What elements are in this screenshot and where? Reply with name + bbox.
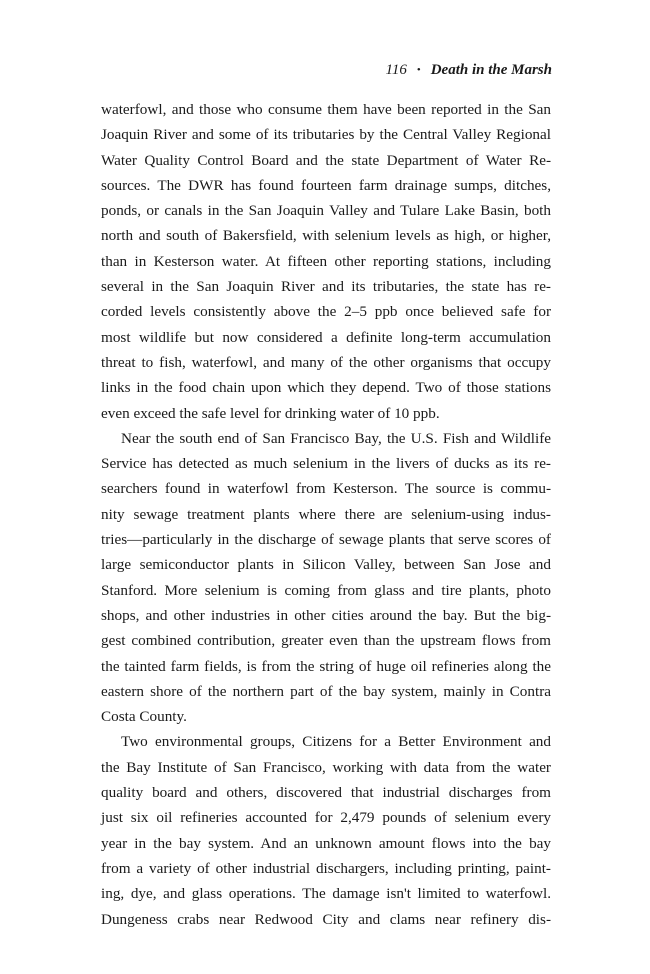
text-line: Two environmental groups, Citizens for a Better Environment and bbox=[121, 733, 551, 751]
text-line: Water Quality Control Board and the state Department of Water Re- bbox=[101, 151, 551, 169]
text-line: Near the south end of San Francisco Bay, the U.S. Fish and Wildlife bbox=[121, 429, 551, 447]
text-line: tries—particularly in the discharge of sewage plants that serve scores of bbox=[101, 531, 551, 549]
text-line: most wildlife but now considered a definite long-term accumulation bbox=[101, 328, 551, 346]
text-line: ing, dye, and glass operations. The damage isn't limited to waterfowl. bbox=[101, 885, 551, 903]
running-head bbox=[385, 62, 552, 79]
text-line: Costa County. bbox=[101, 708, 187, 726]
text-line: just six oil refineries accounted for 2,479 pounds of selenium every bbox=[101, 809, 551, 827]
text-line: Service has detected as much selenium in the livers of ducks as its re- bbox=[101, 455, 551, 473]
page-number: 116 bbox=[385, 62, 407, 78]
text-line: several in the San Joaquin River and its tributaries, the state has re- bbox=[101, 278, 551, 296]
text-line: from a variety of other industrial dischargers, including printing, paint- bbox=[101, 859, 551, 877]
text-line: large semiconductor plants in Silicon Valley, between San Jose and bbox=[101, 556, 551, 574]
text-line: eastern shore of the northern part of the bay system, mainly in Contra bbox=[101, 682, 551, 700]
text-line: ponds, or canals in the San Joaquin Valley and Tulare Lake Basin, both bbox=[101, 202, 551, 220]
text-line: Stanford. More selenium is coming from glass and tire plants, photo bbox=[101, 581, 551, 599]
text-line: the tainted farm fields, is from the string of huge oil refineries along the bbox=[101, 657, 551, 675]
text-line: corded levels consistently above the 2–5 ppb once believed safe for bbox=[101, 303, 551, 321]
text-line: north and south of Bakersfield, with selenium levels as high, or higher, bbox=[101, 227, 551, 245]
text-line: threat to fish, waterfowl, and many of the other organisms that occupy bbox=[101, 353, 551, 371]
bullet-separator-icon: • bbox=[416, 64, 421, 76]
text-line: sources. The DWR has found fourteen farm drainage sumps, ditches, bbox=[101, 176, 551, 194]
text-line: Joaquin River and some of its tributaries by the Central Valley Regional bbox=[101, 126, 551, 144]
text-line: the Bay Institute of San Francisco, working with data from the water bbox=[101, 758, 551, 776]
text-line: nity sewage treatment plants where there are selenium-using indus- bbox=[101, 505, 551, 523]
text-line: than in Kesterson water. At fifteen other reporting stations, including bbox=[101, 252, 551, 270]
text-line: quality board and others, discovered that industrial discharges from bbox=[101, 784, 551, 802]
text-line: searchers found in waterfowl from Kesterson. The source is commu- bbox=[101, 480, 551, 498]
text-line: shops, and other industries in other cities around the bay. But the big- bbox=[101, 606, 551, 624]
text-line: even exceed the safe level for drinking water of 10 ppb. bbox=[101, 404, 440, 422]
text-line: Dungeness crabs near Redwood City and clams near refinery dis- bbox=[101, 910, 551, 928]
text-line: year in the bay system. And an unknown amount flows into the bay bbox=[101, 834, 551, 852]
body-text bbox=[101, 97, 551, 932]
chapter-title: Death in the Marsh bbox=[430, 62, 552, 78]
text-line: links in the food chain upon which they depend. Two of those stations bbox=[101, 379, 551, 397]
text-line: waterfowl, and those who consume them have been reported in the San bbox=[101, 101, 551, 118]
text-line: gest combined contribution, greater even than the upstream flows from bbox=[101, 632, 551, 650]
